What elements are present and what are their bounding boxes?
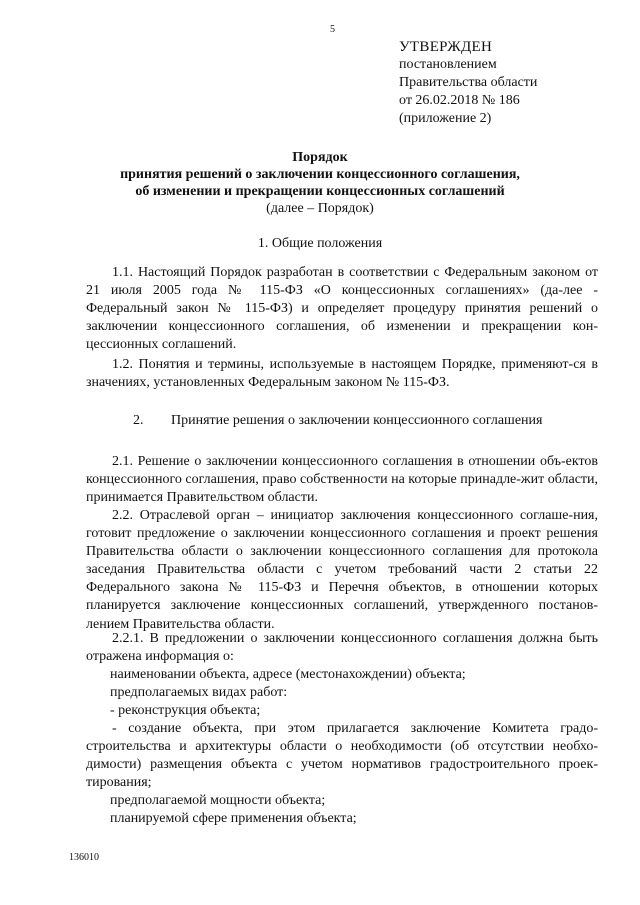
title-line: принятия решений о заключении концессионного соглашения, [120, 167, 520, 182]
list-item: предполагаемых видах работ: [110, 685, 288, 700]
title-line: об изменении и прекращении концессионных соглашений [135, 184, 505, 199]
list-item: предполагаемой мощности объекта; [110, 793, 326, 808]
paragraph-text: 2.2. Отраслевой орган – инициатор заключения концессионного соглаше-ния, готовит предложение о заключении концессионного соглашения и проект решения Правительства области о заключении концессионного соглашения для протокола заседания Правительства области с учетом требований части 2 статьи 22 Федерального закона № 115-ФЗ и Перечня объектов, в отношении которых планируется заключение концессионных соглашений, утвержденного постанов-лением Правительства области. [86, 508, 598, 632]
approval-line: Правительства области [399, 75, 538, 90]
list-item-long [86, 720, 598, 792]
paragraph-text: 2.1. Решение о заключении концессионного соглашения в отношении объ-ектов концессионного соглашения, право собственности на которые принадле-жит области, принимается Правительством области. [86, 454, 599, 506]
title-line: Порядок [292, 150, 348, 165]
document-title [0, 149, 640, 217]
paragraph-text: 2.2.1. В предложении о заключении концессионного соглашения должна быть отражена информация о: [86, 631, 598, 665]
section-1-heading: 1. Общие положения [257, 236, 383, 251]
paragraph-1-2 [86, 356, 598, 392]
approval-stamp [399, 38, 537, 128]
paragraph-1-1 [86, 264, 598, 354]
page-number: 5 [330, 24, 335, 35]
approval-line: постановлением [399, 57, 497, 72]
paragraph-text: 1.2. Понятия и термины, используемые в настоящем Порядке, применяют-ся в значениях, установленных Федеральным законом № 115-ФЗ. [86, 357, 598, 391]
list-item: - реконструкция объекта; [110, 703, 261, 718]
paragraph-text: - создание объекта, при этом прилагается заключение Комитета градо-строительства и архитектуры области о необходимости (об отсутствии необхо-димости) размещения объекта с учетом нормативов градостроительного проек-тирования; [86, 721, 598, 791]
approval-line: (приложение 2) [399, 111, 492, 126]
paragraph-2-2-1 [86, 630, 598, 666]
list-item: наименовании объекта, адресе (местонахождении) объекта; [110, 667, 466, 682]
approval-line: от 26.02.2018 № 186 [399, 93, 520, 108]
list-item: планируемой сфере применения объекта; [110, 811, 357, 826]
title-subline: (далее – Порядок) [266, 201, 374, 216]
paragraph-2-2 [86, 507, 598, 634]
section-title: Принятие решения о заключении концессионного соглашения [171, 413, 543, 428]
section-number: 2. [133, 413, 144, 428]
paragraph-2-1 [86, 453, 598, 507]
paragraph-text: 1.1. Настоящий Порядок разработан в соответствии с Федеральным законом от 21 июля 2005 года № 115-ФЗ «О концессионных соглашениях» (да-лее - Федеральный закон № 115-ФЗ) и определяет процедуру принятия решений о заключении концессионного соглашения, об изменении и прекращении кон-цессионных соглашений. [86, 265, 598, 353]
approval-title: УТВЕРЖДЕН [399, 39, 493, 55]
section-2-heading [133, 413, 542, 429]
footer-code: 136010 [69, 852, 99, 863]
